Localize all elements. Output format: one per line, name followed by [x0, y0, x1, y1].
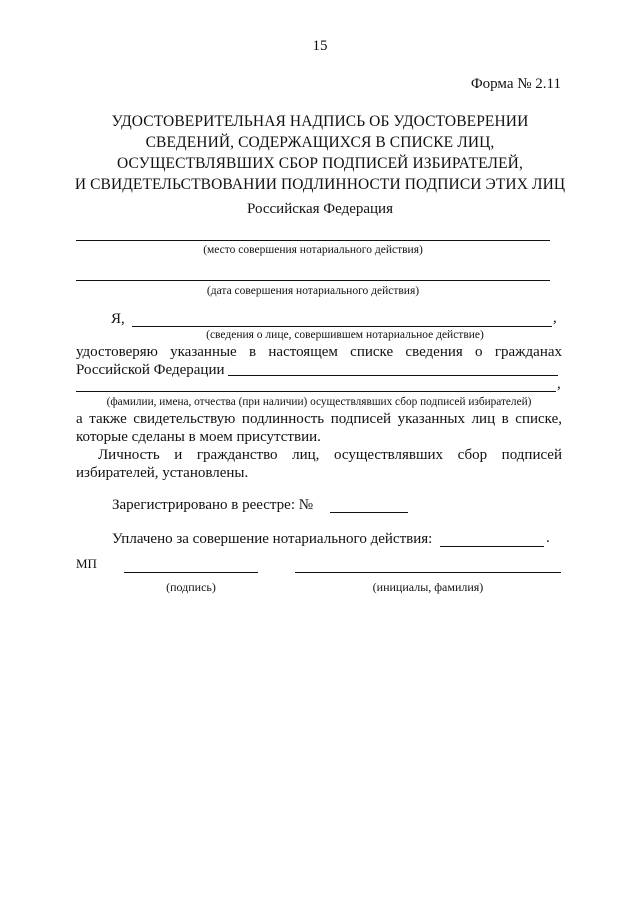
title-line: СВЕДЕНИЙ, СОДЕРЖАЩИХСЯ В СПИСКЕ ЛИЦ, — [145, 134, 495, 151]
fee-amount-line[interactable] — [440, 546, 544, 547]
form-number: Форма № 2.11 — [470, 76, 561, 92]
initials-surname-caption: (инициалы, фамилия) — [372, 580, 484, 594]
signature-line[interactable] — [124, 572, 258, 573]
citizens-names-comma: , — [557, 376, 561, 392]
citizens-names-line-2[interactable] — [76, 391, 556, 392]
certify-text-line: удостоверяю указанные в настоящем списке сведения о гражданах — [76, 344, 562, 360]
title-line: И СВИДЕТЕЛЬСТВОВАНИИ ПОДЛИННОСТИ ПОДПИСИ ЭТИХ ЛИЦ — [74, 176, 566, 193]
page-number: 15 — [312, 38, 328, 54]
authenticity-text-line: а также свидетельствую подлинность подписей указанных лиц в списке, — [76, 411, 562, 427]
place-caption: (место совершения нотариального действия) — [203, 244, 423, 256]
identity-text-line: Личность и гражданство лиц, осуществлявших сбор подписей — [98, 447, 562, 463]
i-label: Я, — [111, 311, 125, 327]
certify-text-line: Российской Федерации — [76, 362, 225, 378]
document-title — [60, 111, 580, 195]
place-field-line[interactable] — [76, 240, 550, 241]
country-label: Российская Федерация — [247, 201, 393, 217]
notary-info-caption: (сведения о лице, совершившем нотариальное действие) — [206, 329, 484, 341]
fee-period: . — [546, 530, 550, 546]
notary-info-comma: , — [553, 310, 557, 326]
citizens-names-line[interactable] — [228, 375, 558, 376]
citizens-names-caption: (фамилии, имена, отчества (при наличии) осуществлявших сбор подписей избирателей) — [106, 396, 532, 408]
registry-label: Зарегистрировано в реестре: № — [112, 497, 314, 513]
date-field-line[interactable] — [76, 280, 550, 281]
seal-place-label: МП — [76, 556, 97, 571]
notary-info-line[interactable] — [132, 326, 552, 327]
authenticity-text-line: которые сделаны в моем присутствии. — [76, 429, 321, 445]
registry-number-line[interactable] — [330, 512, 408, 513]
signature-caption: (подпись) — [166, 580, 216, 594]
date-caption: (дата совершения нотариального действия) — [206, 285, 420, 297]
title-line: УДОСТОВЕРИТЕЛЬНАЯ НАДПИСЬ ОБ УДОСТОВЕРЕНИИ — [111, 113, 529, 130]
title-line: ОСУЩЕСТВЛЯВШИХ СБОР ПОДПИСЕЙ ИЗБИРАТЕЛЕЙ, — [117, 155, 523, 172]
identity-text-line: избирателей, установлены. — [76, 465, 249, 481]
fee-label: Уплачено за совершение нотариального действия: — [112, 531, 433, 547]
initials-surname-line[interactable] — [295, 572, 561, 573]
